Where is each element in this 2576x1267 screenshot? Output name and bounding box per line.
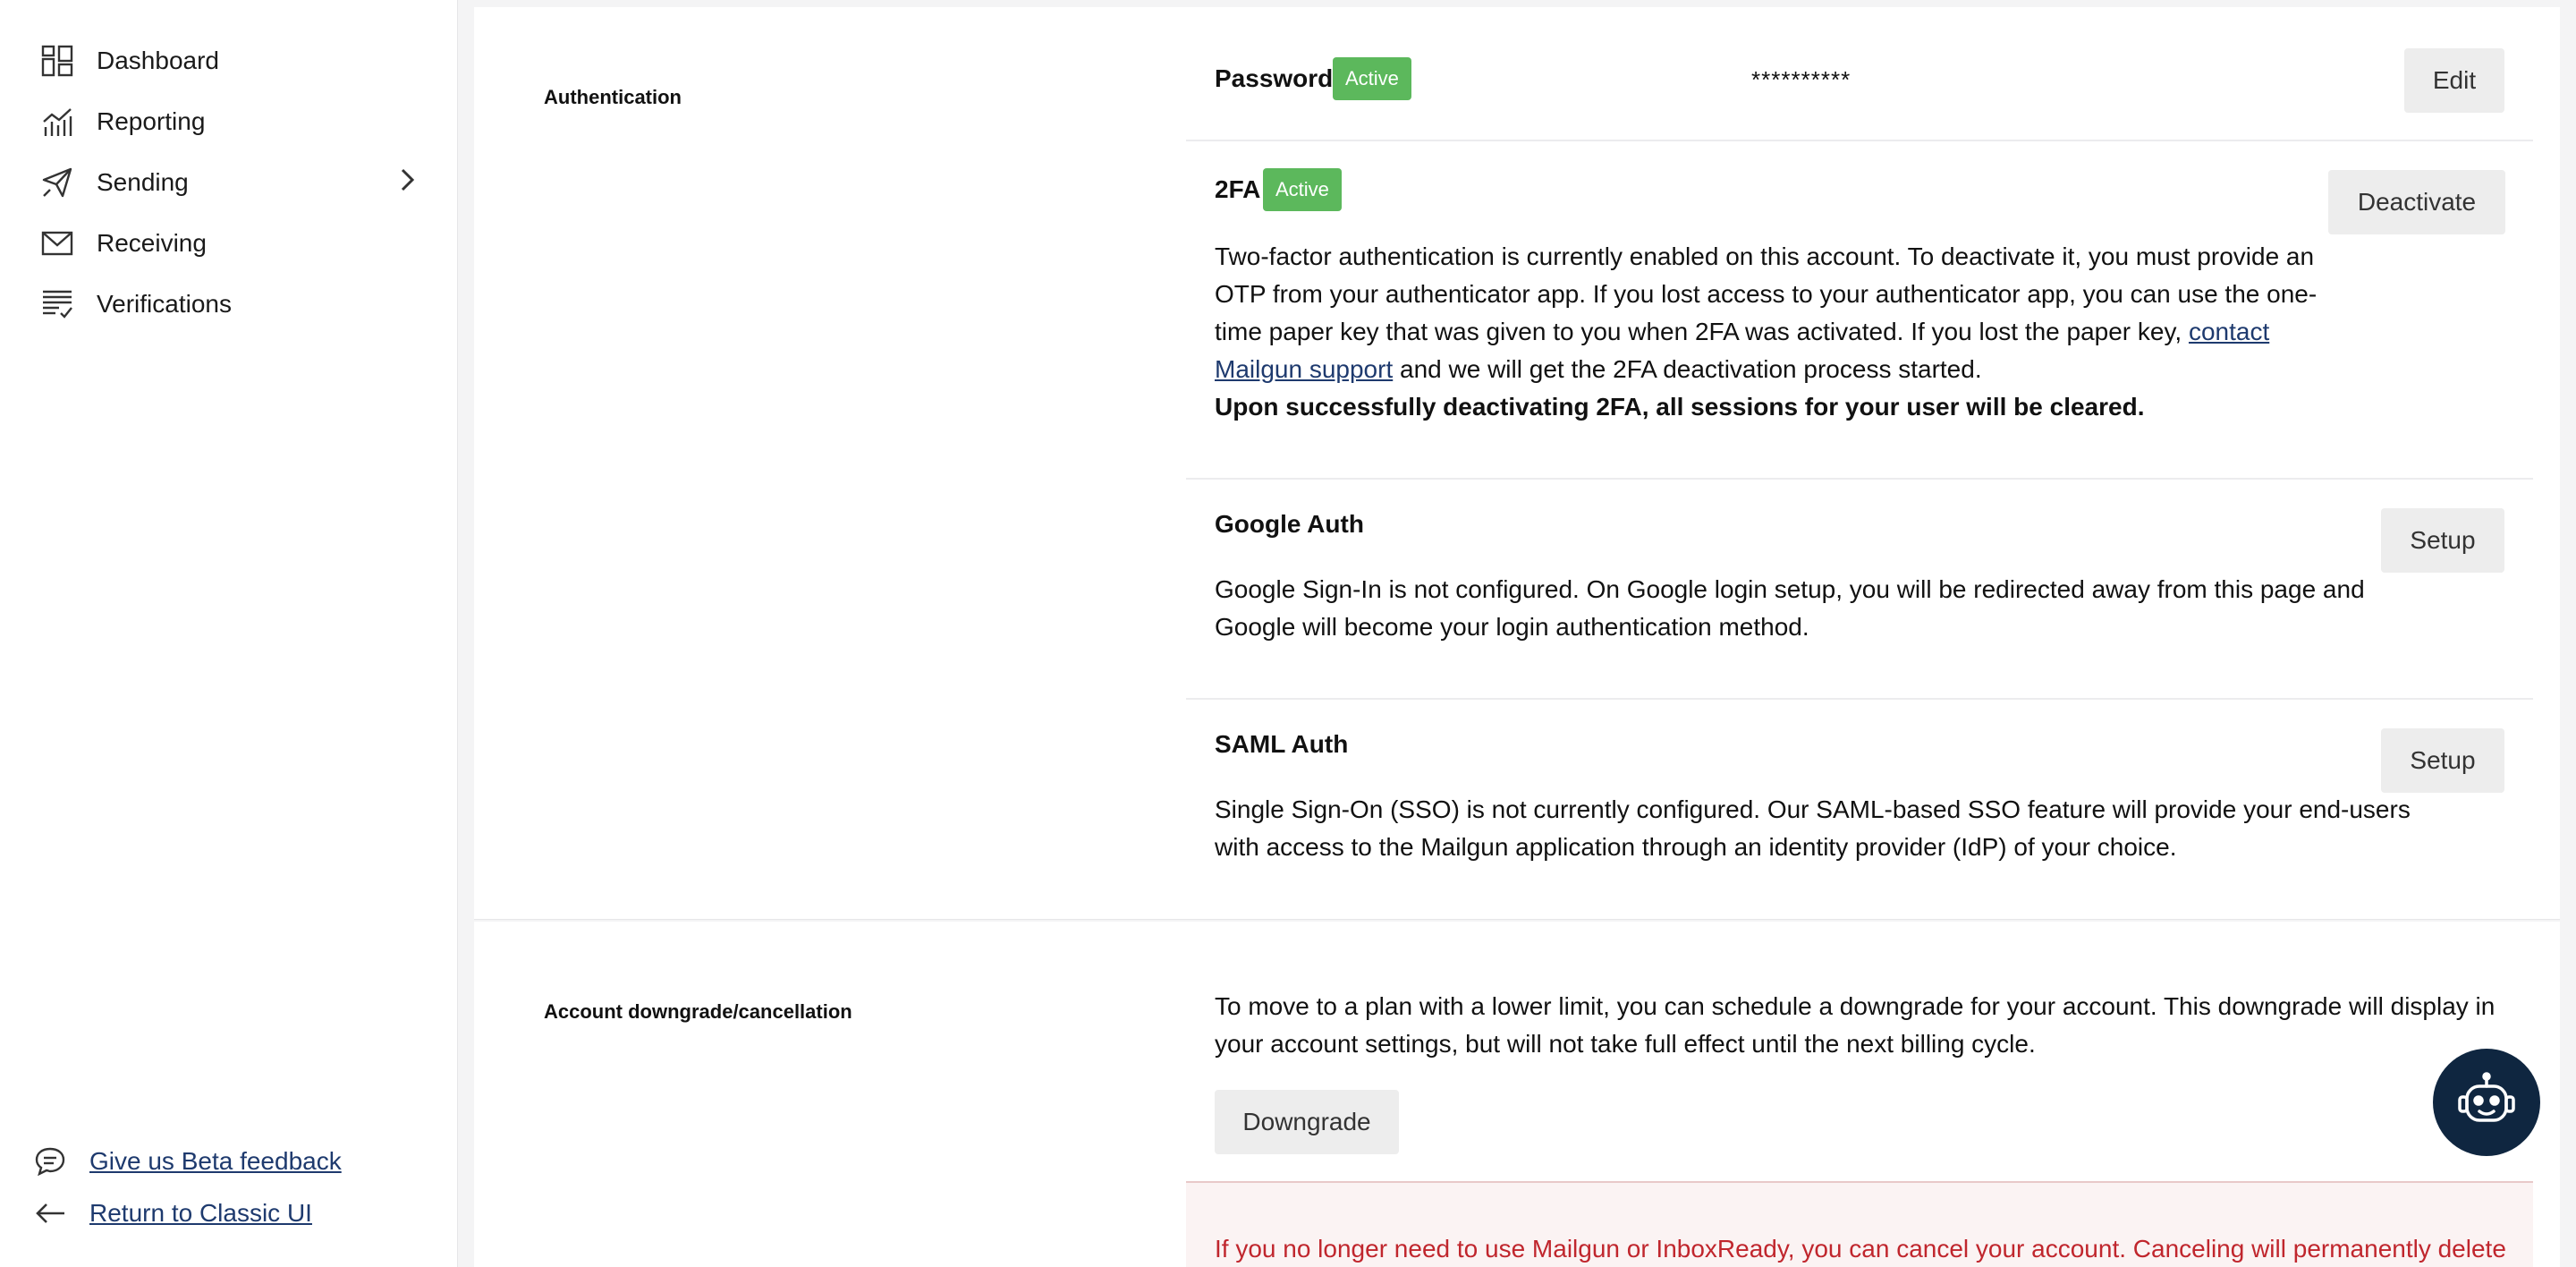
cancel-account-text: If you no longer need to use Mailgun or InboxReady, you can cancel your account. Canceling will permanently delete [1215,1235,2506,1263]
google-auth-description: Google Sign-In is not configured. On Google login setup, you will be redirected away from this page and Google will become your login authentication method. [1215,575,2365,641]
cancel-account-box [1186,1181,2533,1267]
divider [1186,698,2533,700]
saml-auth-title: SAML Auth [1215,730,1349,758]
deactivate-2fa-button[interactable]: Deactivate [2328,170,2505,234]
google-auth-title: Google Auth [1215,510,1364,538]
twofa-text-end: and we will get the 2FA deactivation process started. [1393,355,1982,383]
edit-password-button[interactable]: Edit [2404,48,2504,113]
saml-auth-setup-button[interactable]: Setup [2381,728,2504,793]
checklist-icon [41,288,73,320]
arrow-left-icon [34,1197,66,1229]
saml-auth-description: Single Sign-On (SSO) is not currently configured. Our SAML-based SSO feature will provide your end-users with access to the Mailgun application through an identity provider (IdP) of your choice. [1215,795,2411,861]
chat-icon [34,1145,66,1178]
section-label-downgrade: Account downgrade/cancellation [544,1000,852,1023]
envelope-icon [41,227,73,259]
sidebar-item-receiving[interactable] [41,220,207,267]
beta-feedback-link-row [34,1142,342,1181]
google-auth-setup-button[interactable]: Setup [2381,508,2504,573]
password-status-badge: Active [1333,57,1411,100]
beta-feedback-link[interactable]: Give us Beta feedback [89,1147,342,1175]
twofa-text: Two-factor authentication is currently enabled on this account. To deactivate it, you must provide an OTP from your authenticator app. If you lost access to your authenticator app, you can use the one-time paper key that was given to you when 2FA was activated. If you lost the paper key, [1215,242,2318,345]
chevron-right-icon[interactable] [394,166,420,193]
divider [1186,478,2533,480]
divider [1186,140,2533,141]
sidebar-item-label: Verifications [97,290,232,318]
sidebar-item-label: Sending [97,168,189,196]
section-label-authentication: Authentication [544,86,682,108]
robot-icon [2454,1070,2519,1135]
sidebar [0,0,458,1267]
chatbot-button[interactable] [2433,1049,2540,1156]
classic-ui-link[interactable]: Return to Classic UI [89,1199,312,1227]
password-title: Password [1215,64,1334,92]
sidebar-item-label: Receiving [97,229,207,257]
contact-support-link[interactable]: contact Mailgun support [1215,318,2270,383]
sidebar-item-label: Dashboard [97,47,219,74]
password-masked-value: ********** [1751,66,1852,93]
downgrade-panel [474,922,2560,1267]
twofa-title: 2FA [1215,175,1261,203]
sidebar-item-sending[interactable] [41,159,189,206]
authentication-panel [474,7,2560,920]
sidebar-item-label: Reporting [97,107,206,135]
downgrade-description: To move to a plan with a lower limit, you can schedule a downgrade for your account. This downgrade will display in your account settings, but will not take full effect until the next billing cycle. [1215,992,2496,1058]
sidebar-item-dashboard[interactable] [41,38,219,84]
twofa-description [1215,238,2324,426]
dashboard-icon [41,45,73,77]
twofa-warning: Upon successfully deactivating 2FA, all sessions for your user will be cleared. [1215,393,2145,421]
downgrade-button[interactable]: Downgrade [1215,1090,1399,1154]
sidebar-item-reporting[interactable] [41,98,205,145]
classic-ui-link-row [34,1194,312,1233]
paper-plane-icon [41,166,73,199]
chart-icon [41,106,73,138]
sidebar-item-verifications[interactable] [41,281,232,327]
twofa-status-badge: Active [1263,168,1342,211]
